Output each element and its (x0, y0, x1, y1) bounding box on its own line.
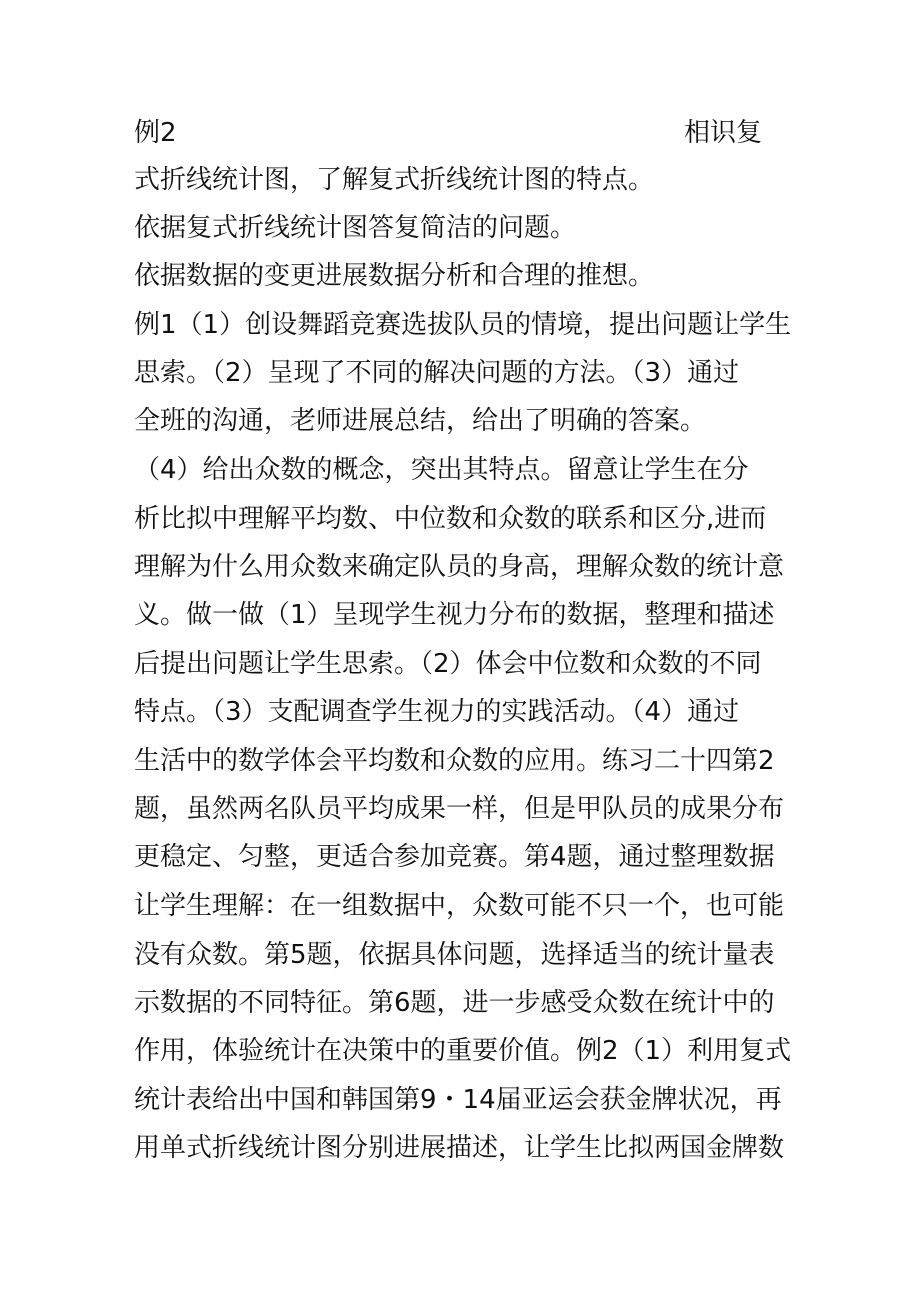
text-line: 全班的沟通，老师进展总结，给出了明确的答案。 (134, 406, 707, 436)
text-line: 示数据的不同特征。第6题，进一步感受众数在统计中的 (134, 988, 775, 1018)
text-line: 题，虽然两名队员平均成果一样，但是甲队员的成果分布 (134, 794, 785, 824)
text-line: 特点。（3）支配调查学生视力的实践活动。（4）通过 (134, 697, 740, 727)
example-heading: 例2 (134, 118, 177, 148)
heading-trailing-text: 相识复 (684, 118, 763, 148)
text-line: 理解为什么用众数来确定队员的身高，理解众数的统计意 (134, 552, 785, 582)
text-line: 例1（1）创设舞蹈竞赛选拔队员的情境，提出问题让学生 (134, 310, 792, 340)
text-line: （4）给出众数的概念，突出其特点。留意让学生在分 (134, 455, 749, 485)
text-line: 思索。（2）呈现了不同的解决问题的方法。（3）通过 (134, 358, 740, 388)
text-line: 依据复式折线统计图答复简洁的问题。 (134, 213, 577, 243)
text-line: 依据数据的变更进展数据分析和合理的推想。 (134, 261, 655, 291)
text-line: 式折线统计图，了解复式折线统计图的特点。 (134, 165, 655, 195)
text-line: 更稳定、匀整，更适合参加竞赛。第4题，通过整理数据 (134, 842, 775, 872)
text-line: 义。做一做（1）呈现学生视力分布的数据，整理和描述 (134, 600, 775, 630)
text-line: 作用，体验统计在决策中的重要价值。例2（1）利用复式 (134, 1036, 792, 1066)
text-line: 生活中的数学体会平均数和众数的应用。练习二十四第2 (134, 746, 775, 776)
text-line: 析比拟中理解平均数、中位数和众数的联系和区分,进而 (134, 504, 767, 534)
text-line: 用单式折线统计图分别进展描述，让学生比拟两国金牌数 (134, 1133, 785, 1163)
text-line: 后提出问题让学生思索。（2）体会中位数和众数的不同 (134, 649, 762, 679)
text-line: 没有众数。第5题，依据具体问题，选择适当的统计量表 (134, 940, 775, 970)
text-line: 统计表给出中国和韩国第9・14届亚运会获金牌状况，再 (134, 1085, 782, 1115)
text-line: 让学生理解：在一组数据中，众数可能不只一个，也可能 (134, 891, 785, 921)
